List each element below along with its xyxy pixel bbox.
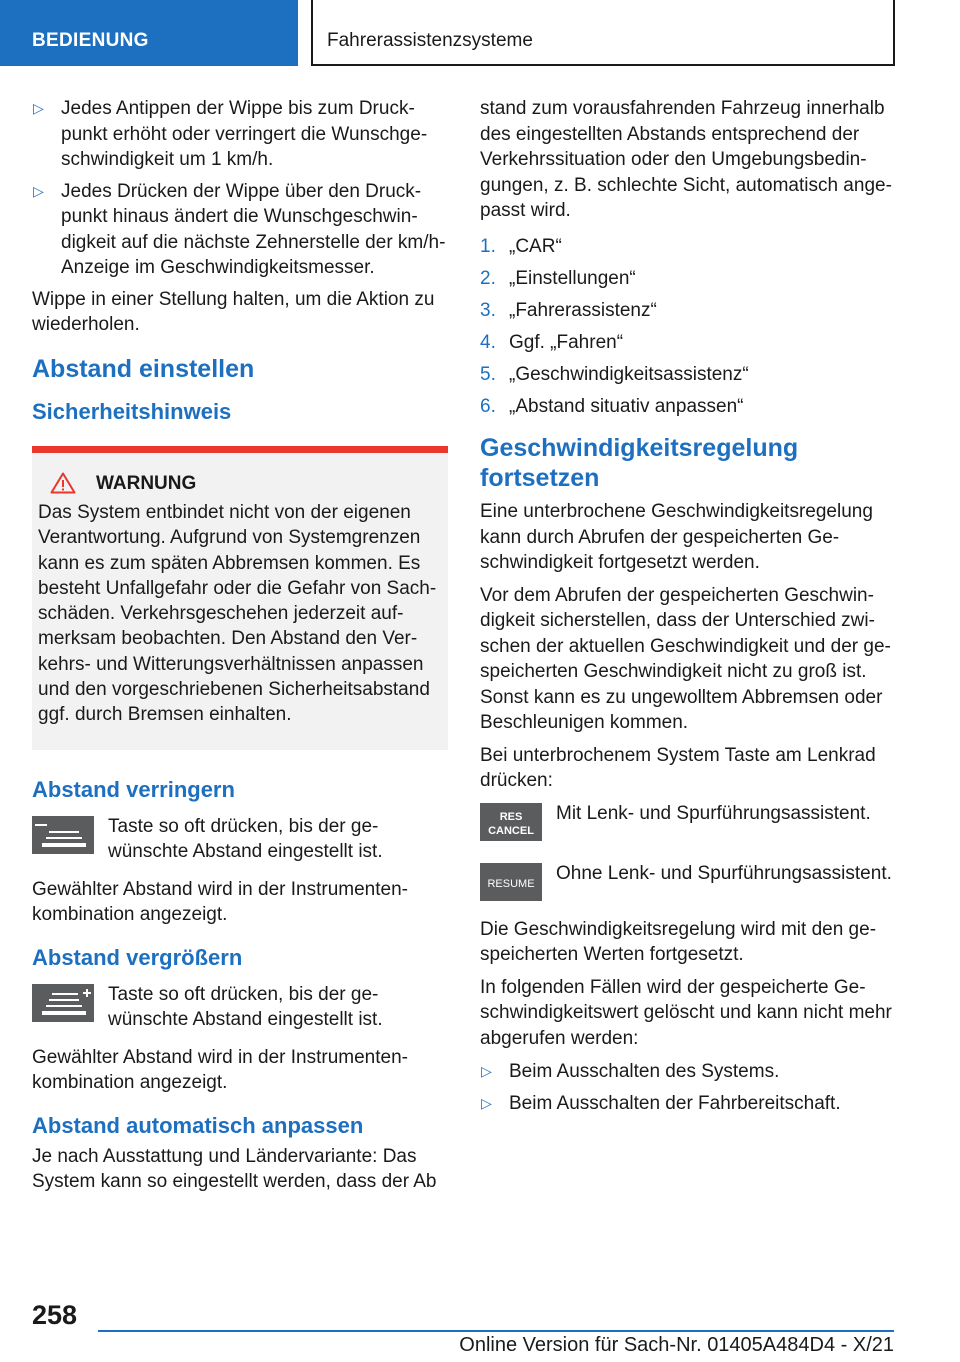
right-column bbox=[480, 96, 896, 1122]
list-item: 1. „CAR“ bbox=[480, 235, 562, 257]
page-number: 258 bbox=[32, 1300, 78, 1330]
resume-row bbox=[480, 861, 896, 901]
paragraph: Gewählter Abstand wird in der Instrumentenkombination angezeigt. bbox=[32, 1046, 408, 1094]
paragraph: Bei unterbrochenem System Taste am Lenkrad drücken: bbox=[480, 744, 876, 791]
chapter-title: Fahrerassistenzsysteme bbox=[327, 30, 533, 51]
distance-increase-button bbox=[32, 984, 94, 1022]
warning-title: WARNUNG bbox=[96, 472, 197, 494]
heading-abstand-automatisch: Abstand automatisch anpassen bbox=[32, 1112, 364, 1138]
res-cancel-row bbox=[480, 801, 896, 841]
heading-abstand-vergroessern: Abstand vergrößern bbox=[32, 944, 243, 970]
paragraph: stand zum vorausfahrenden Fahrzeug innerhalb des eingestellten Abstands entsprechend der Verkehrssituation oder den Umgebungsbedingungen, z. B. schlechte Sicht, automatisch angepasst wird. bbox=[480, 98, 892, 221]
warning-box bbox=[32, 446, 448, 750]
paragraph: Die Geschwindigkeitsregelung wird mit den gespeicherten Werten fortgesetzt. bbox=[480, 918, 877, 965]
list-item: 6. „Abstand situativ anpassen“ bbox=[480, 395, 744, 417]
heading-sicherheitshinweis: Sicherheitshinweis bbox=[32, 398, 232, 424]
warning-text: Das System entbindet nicht von der eigenen Verantwortung. Aufgrund von Systemgrenzen kann es zum späten Abbremsen kommen. Es besteht Unfallgefahr oder die Gefahr von Sachschäden. Verkehrsgeschehen jederzeit aufmerksam beobachten. Den Abstand den Verkehrs- und Witterungsverhältnissen anpassen und den vorgeschriebenen Sicherheitsabstand ggf. durch Bremsen einhalten. bbox=[38, 502, 437, 726]
svg-text:RESUME: RESUME bbox=[487, 877, 535, 890]
page-header bbox=[0, 0, 960, 66]
warning-triangle-icon bbox=[50, 472, 76, 494]
footer-online-version: Online Version für Sach-Nr. 01405A484D4 - X/21 bbox=[459, 1334, 894, 1356]
svg-text:CANCEL: CANCEL bbox=[488, 824, 534, 837]
section-title: BEDIENUNG bbox=[32, 30, 149, 51]
svg-text:RES: RES bbox=[499, 810, 523, 823]
list-item: ▷ Beim Ausschalten des Systems. bbox=[480, 1059, 896, 1085]
heading-abstand-einstellen: Abstand einstellen bbox=[32, 354, 255, 383]
warning-header bbox=[38, 471, 442, 497]
distance-decrease-icon bbox=[32, 816, 94, 854]
paragraph: Gewählter Abstand wird in der Instrumentenkombination angezeigt. bbox=[32, 878, 408, 926]
heading-abstand-verringern: Abstand verringern bbox=[32, 776, 235, 802]
steps-list bbox=[480, 234, 896, 420]
res-cancel-text: Mit Lenk- und Spurführungsassistent. bbox=[556, 802, 871, 824]
resume-text: Ohne Lenk- und Spurführungsassistent. bbox=[556, 862, 892, 884]
distance-decrease-text: Taste so oft drücken, bis der gewünschte Abstand eingestellt ist. bbox=[108, 815, 383, 863]
list-item: ▷ Beim Ausschalten der Fahrbereitschaft. bbox=[480, 1091, 896, 1117]
section-tab bbox=[0, 0, 298, 66]
res-cancel-icon bbox=[480, 803, 542, 841]
list-item: 4. Ggf. „Fahren“ bbox=[480, 331, 624, 353]
list-item: 3. „Fahrerassistenz“ bbox=[480, 299, 657, 321]
paragraph: Vor dem Abrufen der gespeicherten Geschwindigkeit sicherstellen, dass der Unterschied zwischen der aktuellen Geschwindigkeit und der gespeicherten Geschwindigkeit nicht zu groß ist. Sonst kann es zu ungewolltem Abbremsen oder Beschleunigen kommen. bbox=[480, 584, 891, 733]
triangle-bullet-icon: ▷ bbox=[33, 100, 44, 116]
triangle-bullet-icon: ▷ bbox=[33, 182, 44, 199]
triangle-bullet-icon: ▷ bbox=[481, 1063, 492, 1079]
resume-button bbox=[480, 863, 542, 901]
paragraph: Wippe in einer Stellung halten, um die Aktion zu wiederholen. bbox=[32, 288, 435, 335]
heading-geschwindigkeitsregelung-fortsetzen: Geschwindigkeitsregelung fortsetzen bbox=[480, 434, 799, 492]
list-item: 5. „Geschwindigkeitsassistenz“ bbox=[480, 363, 749, 385]
paragraph: Eine unterbrochene Geschwindigkeitsregelung kann durch Abrufen der gespeicherten Geschwindigkeit fortgesetzt werden. bbox=[480, 501, 873, 573]
list-item: ▷ Jedes Antippen der Wippe bis zum Druckpunkt erhöht oder verringert die Wunschgeschwindigkeit um 1 km/h. bbox=[33, 98, 428, 170]
distance-decrease-button bbox=[32, 816, 94, 854]
distance-increase-row bbox=[32, 982, 448, 1033]
triangle-bullet-icon: ▷ bbox=[481, 1094, 492, 1111]
paragraph: Je nach Ausstattung und Ländervariante: Das System kann so eingestellt werden, dass der Ab bbox=[32, 1145, 437, 1193]
distance-increase-text: Taste so oft drücken, bis der gewünschte Abstand eingestellt ist. bbox=[108, 983, 383, 1031]
res-cancel-button bbox=[480, 803, 542, 841]
footer-divider bbox=[98, 1330, 894, 1332]
chapter-tab bbox=[311, 0, 895, 66]
resume-icon bbox=[480, 863, 542, 901]
distance-decrease-row bbox=[32, 814, 448, 865]
distance-increase-icon bbox=[32, 984, 94, 1022]
paragraph: In folgenden Fällen wird der gespeicherte Geschwindigkeitswert gelöscht und kann nicht mehr abgerufen werden: bbox=[480, 976, 892, 1049]
list-item: 2. „Einstellungen“ bbox=[480, 267, 636, 289]
left-column bbox=[32, 96, 448, 1202]
list-item: ▷ Jedes Drücken der Wippe über den Druckpunkt hinaus ändert die Wunschgeschwindigkeit auf die nächste Zehnerstelle der km/h-Anzeige im Geschwindigkeitsmesser. bbox=[33, 180, 446, 278]
